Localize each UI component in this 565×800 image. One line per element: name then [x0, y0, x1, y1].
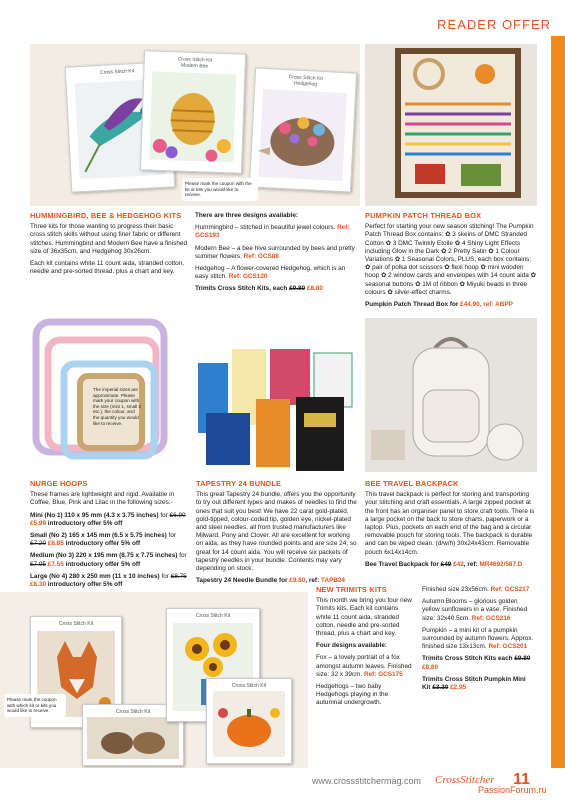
hedgehog-kit: Cross Stitch Kit Hedgehog	[249, 67, 357, 192]
beehive-image	[141, 67, 244, 170]
hummingbird-price: Trimits Cross Stitch Kits, each £9.80 £8.80	[195, 285, 323, 293]
page-header	[0, 0, 565, 44]
thread-box-image	[365, 44, 537, 206]
backpack-image	[365, 318, 537, 472]
pumpkin-price: Pumpkin Patch Thread Box for £44.90, ref: ABPP	[365, 301, 513, 309]
hummingbird-title: HUMMINGBIRD, BEE & HEDGEHOG KITS	[30, 211, 182, 220]
hoops-size-mini: Mini (No 1) 110 x 95 mm (4.3 x 3.75 inches) for £6.90 £5.99 introductory offer 5% off	[30, 511, 186, 527]
pumpkin-image	[207, 689, 291, 761]
hoops-title: NURGE HOOPS	[30, 479, 88, 488]
brand-logo: CrossStitcher	[435, 774, 495, 786]
trimits-caption: Please mark the coupon with which kit or kits you would like to receive.	[4, 694, 66, 717]
hedgehog-image	[250, 84, 355, 189]
hoops-section	[30, 480, 190, 593]
tapestry-description: This great Tapestry 24 bundle, offers you the opportunity to try out different types and makes of needles to find the ones that suit you best! We have 22 carat gold-plated, gold-tipped, colour-coded tip, golden eye, nickel-plated and steel needles, all from trusted manufacturers like Milward, Pony and Clover. All are excellent for working on aida, as they have rounded points and are size 24, so great for 14 count aida. You will receive six packets of tapestry needles in your bundle. Contents may vary depending on stock.	[196, 491, 357, 573]
hoops-caption: The imperial sizes are approximate. Please mark your coupon with the size (mini 1, small 2 etc.), the colour, and the quantity you would like to receive.	[93, 387, 141, 426]
modern-bee-kit: Cross Stitch Kit Modern Bee	[140, 50, 246, 173]
trimits-section-2: Finished size 23x56cm. Ref: GCS217 Autumn Blooms – glorious golden yellow sunflowers in a vase. Finished size: 32x40.5cm. Ref: GCS216 Pumpkin – a mini kit of a pumpkin surrounded by autumn flowers. Approx. finished size 13x13cm. Ref: GCS201 Trimits Cross Stitch Kits each £9.80 £8.80 Trimits Cross Stitch Pumpkin Mini Kit £3.30 £2.95	[422, 586, 534, 692]
hoops-photo	[30, 318, 190, 472]
pumpkin-section	[365, 212, 537, 313]
trimits-price-kits: Trimits Cross Stitch Kits each £9.80 £8.80	[422, 655, 531, 671]
fox-kit: Cross Stitch Kit	[30, 616, 122, 728]
backpack-title: BEE TRAVEL BACKPACK	[365, 479, 459, 488]
trimits-price-mini: Trimits Cross Stitch Pumpkin Mini Kit £3.30 £2.95	[422, 675, 526, 692]
hedgehogs-kit: Cross Stitch Kit	[82, 704, 184, 766]
backpack-description: This travel backpack is perfect for storing and transporting your stitching and craft essentials. A large zipped pocket at the front has an organiser panel to store craft tools. There is a large pocket on the back to store charts, paperwork or a laptop. Plus, pockets on each end of the bag and a circular removable pouch for storing tools. The backpack is durable and can be wiped clean. (d/w/h) 30x24x43cm. Removable pouch 6x14x14cm.	[365, 491, 535, 556]
pumpkin-title: PUMPKIN PATCH THREAD BOX	[365, 211, 482, 220]
pumpkin-kit: Cross Stitch Kit	[206, 678, 292, 764]
trimits-photo	[0, 592, 308, 768]
pumpkin-description: Perfect for starting your new season stitching! The Pumpkin Patch Thread Box contains: ✿ 3 skeins of DMC Stranded Cotton ✿ 3 DMC Twinkly Etoile ✿ 4 Shiny Light Effects including Glow in the Dark ✿ 2 Pretty Satin ✿ 1 Colour Variations ✿ 1 Seasonal Colors, PLUS, each box contains: ✿ pair of polka dot scissors ✿ flexi hoop ✿ mini wooden hoop ✿ 2 window cards and envelopes with 14 count aida ✿ seasonal buttons ✿ 1M of ribbon ✿ Miyuki beads in three colours ✿ silver-effect charms.	[365, 223, 536, 296]
trimits-section: NEW TRIMITS KITS This month we bring you four new Trimits kits. Each kit contains white 11 count aida, stranded cotton, needle and pre-sorted thread, plus a chart and key. Four designs available: Fox – a lovely portrait of a fox amongst autumn leaves. Finished size: 32 x 39cm. Ref: GCS175 Hedgehogs – two baby Hedgehogs playing in the autumnal undergrowth.	[316, 586, 414, 712]
backpack-price: Bee Travel Backpack for £49 £42, ref: MR4692/587.D	[365, 560, 523, 568]
backpack-section	[365, 480, 537, 573]
hoops-size-small: Small (No 2) 165 x 145 mm (6.5 x 5.75 inches) for £7.20 £6.85 introductory offer 5% off	[30, 532, 177, 548]
hummingbird-contents: Each kit contains white 11 count aida, stranded cotton, needle and pre-sorted thread, plus a chart and key.	[30, 260, 185, 276]
hoops-size-large: Large (No 4) 280 x 250 mm (11 x 10 inches) for £8.75 £8.30 introductory offer 5% off	[30, 572, 187, 589]
thread-box-photo	[365, 44, 537, 206]
backpack-photo	[365, 318, 537, 472]
reader-offer-heading: READER OFFER	[437, 17, 551, 32]
sunflowers-kit: Cross Stitch Kit	[166, 608, 260, 722]
hummingbird-designs: There are three designs available: Hummingbird – stitched in beautiful jewel colours. Ref: GCS193 Modern Bee – a bee hive surrounded by bees and pretty summer flowers. Ref: GCS88 Hedgehog – A flower-covered Hedgehog, which is an easy stitch. Ref: GCS120 Trimits Cross Stitch Kits, each £9.80 £8.80	[195, 212, 355, 293]
trimits-title: NEW TRIMITS KITS	[316, 585, 387, 594]
kits-caption: Please mark the coupon with the kit or kits you would like to receive.	[182, 178, 258, 201]
kits-photo	[30, 44, 360, 206]
hummingbird-kit: Cross Stitch Kit	[65, 61, 175, 192]
hedgehogs-image	[83, 715, 183, 763]
hummingbird-section	[30, 212, 190, 280]
page-number: 11	[513, 771, 530, 788]
trimits-intro: This month we bring you four new Trimits kits. Each kit contains white 11 count aida, stranded cotton, needle and pre-sorted thread, plus a chart and key.	[316, 597, 412, 638]
tapestry-title: TAPESTRY 24 BUNDLE	[196, 479, 282, 488]
hoops-size-medium: Medium (No 3) 220 x 195 mm (8.75 x 7.75 inches) for £7.95 £7.55 introductory offer 5% off	[30, 552, 187, 568]
hoops-intro: These frames are lightweight and rigid. Available in Coffee, Blue, Pink and Lilac in the following sizes:-	[30, 491, 175, 507]
hummingbird-intro: Three kits for those wanting to progress their basic cross stitch skills without using finer fabric or different stitches. Hummingbird and Modern Bee have a finished size of 36x35cm, and Hedgehog 30x26cm.	[30, 223, 188, 255]
footer-url[interactable]: www.crossstitchermag.com	[312, 776, 422, 786]
tapestry-section	[196, 480, 358, 589]
watermark: PassionForum.ru	[478, 785, 547, 795]
side-accent-bar	[551, 36, 565, 768]
tapestry-price: Tapestry 24 Needle Bundle for £9.80, ref: TAPB24	[196, 577, 345, 585]
needles-photo	[196, 343, 356, 475]
needles-image	[196, 343, 356, 475]
